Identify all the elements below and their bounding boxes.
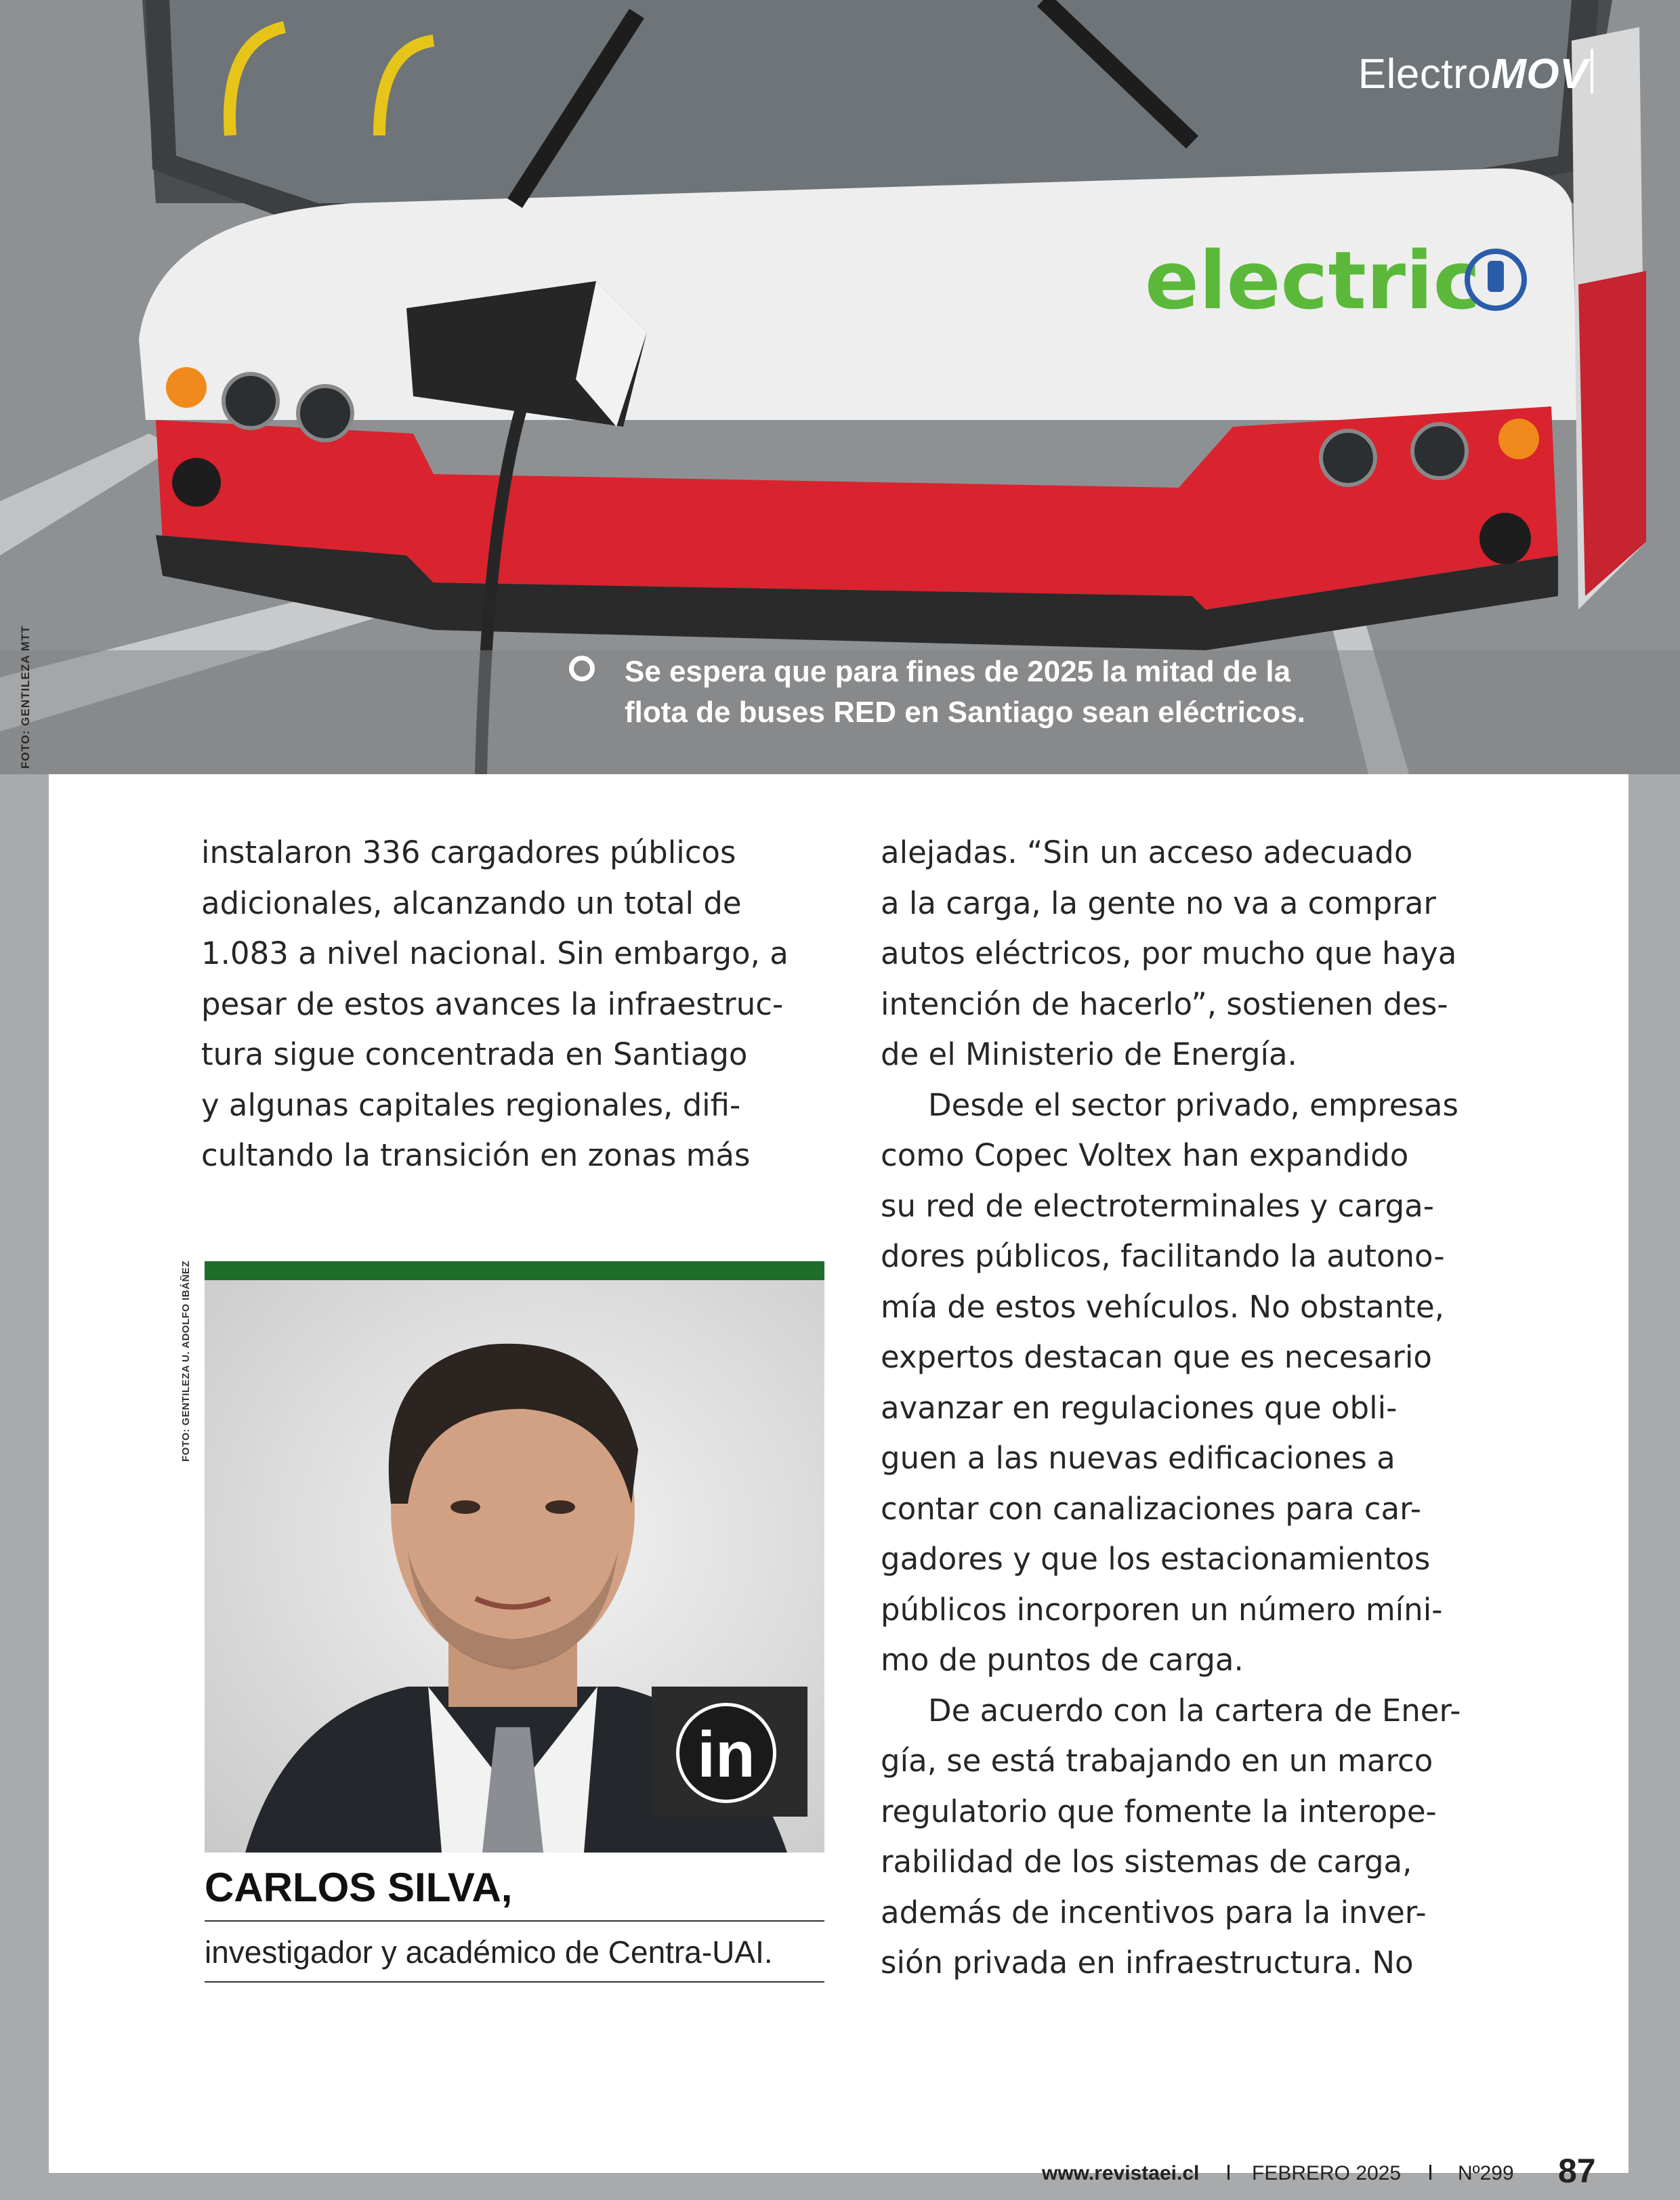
page-number: 87 <box>1558 2152 1596 2190</box>
divider <box>205 1981 824 1983</box>
person-role: investigador y académico de Centra-UAI. <box>205 1934 773 1970</box>
text-line: expertos destacan que es necesario <box>881 1339 1432 1375</box>
linkedin-icon <box>676 1703 776 1803</box>
text-line: mo de puntos de carga. <box>881 1642 1244 1678</box>
footer-url[interactable]: www.revistaei.cl <box>1042 2162 1200 2184</box>
text-line: adicionales, alcanzando un total de <box>201 885 742 921</box>
text-line: rabilidad de los sistemas de carga, <box>881 1844 1412 1880</box>
text-line: sión privada en infraestructura. No <box>881 1945 1414 1981</box>
text-line: tura sigue concentrada en Santiago <box>201 1036 748 1072</box>
text-line: gía, se está trabajando en un marco <box>881 1743 1433 1779</box>
caption-line: flota de buses RED en Santiago sean eléctricos. <box>625 696 1305 729</box>
section-suffix: MOV <box>1491 51 1588 98</box>
section-prefix: Electro <box>1358 51 1492 98</box>
text-line: públicos incorporen un número míni- <box>881 1591 1443 1628</box>
section-tag <box>1358 50 1588 98</box>
portrait-photo-credit: FOTO: GENTILEZA U. ADOLFO IBÁÑEZ <box>180 1260 192 1462</box>
text-line: como Copec Voltex han expandido <box>881 1137 1409 1173</box>
portrait-photo <box>205 1280 824 1853</box>
text-line: contar con canalizaciones para car- <box>881 1490 1421 1527</box>
body-column-right <box>881 828 1461 1989</box>
footer-separator <box>1429 2165 1431 2180</box>
text-line: regulatorio que fomente la interope- <box>881 1793 1437 1829</box>
photo-credit: FOTO: GENTILEZA MTT <box>19 625 32 769</box>
divider <box>205 1920 824 1922</box>
text-line: cultando la transición en zonas más <box>201 1137 751 1173</box>
text-line: guen a las nuevas edificaciones a <box>881 1440 1395 1476</box>
text-line: avanzar en regulaciones que obli- <box>881 1389 1398 1426</box>
text-line: De acuerdo con la cartera de Ener- <box>928 1692 1461 1729</box>
section-divider <box>1591 49 1593 93</box>
text-line: además de incentivos para la inver- <box>881 1894 1427 1930</box>
footer-date: FEBRERO 2025 <box>1252 2162 1402 2184</box>
text-line: dores públicos, facilitando la autono- <box>881 1238 1445 1274</box>
text-line: de el Ministerio de Energía. <box>881 1036 1297 1072</box>
caption-bullet-icon <box>569 656 595 681</box>
portrait-accent-bar <box>205 1261 824 1280</box>
text-line: instalaron 336 cargadores públicos <box>201 834 736 870</box>
electric-label: electric <box>1145 234 1481 327</box>
photo-caption <box>625 652 1437 733</box>
linkedin-button[interactable] <box>652 1687 807 1817</box>
text-line: a la carga, la gente no va a comprar <box>881 885 1436 921</box>
text-line: Desde el sector privado, empresas <box>928 1086 1458 1123</box>
text-line: alejadas. “Sin un acceso adecuado <box>881 834 1413 870</box>
body-column-left <box>201 828 789 1181</box>
text-line: intención de hacerlo”, sostienen des- <box>881 986 1448 1022</box>
linkedin-label: in <box>697 1718 755 1791</box>
footer-issue: Nº299 <box>1458 2162 1514 2184</box>
footer-separator <box>1227 2165 1230 2180</box>
caption-line: Se espera que para fines de 2025 la mitad de la <box>625 655 1291 688</box>
text-line: su red de electroterminales y carga- <box>881 1187 1434 1224</box>
text-line: 1.083 a nivel nacional. Sin embargo, a <box>201 935 789 971</box>
hero-photo <box>0 0 1680 774</box>
text-line: gadores y que los estacionamientos <box>881 1541 1431 1577</box>
person-name: CARLOS SILVA, <box>205 1865 513 1910</box>
text-line: pesar de estos avances la infraestruc- <box>201 986 784 1022</box>
text-line: mía de estos vehículos. No obstante, <box>881 1288 1444 1325</box>
text-line: y algunas capitales regionales, difi- <box>201 1086 741 1123</box>
text-line: autos eléctricos, por mucho que haya <box>881 935 1457 971</box>
